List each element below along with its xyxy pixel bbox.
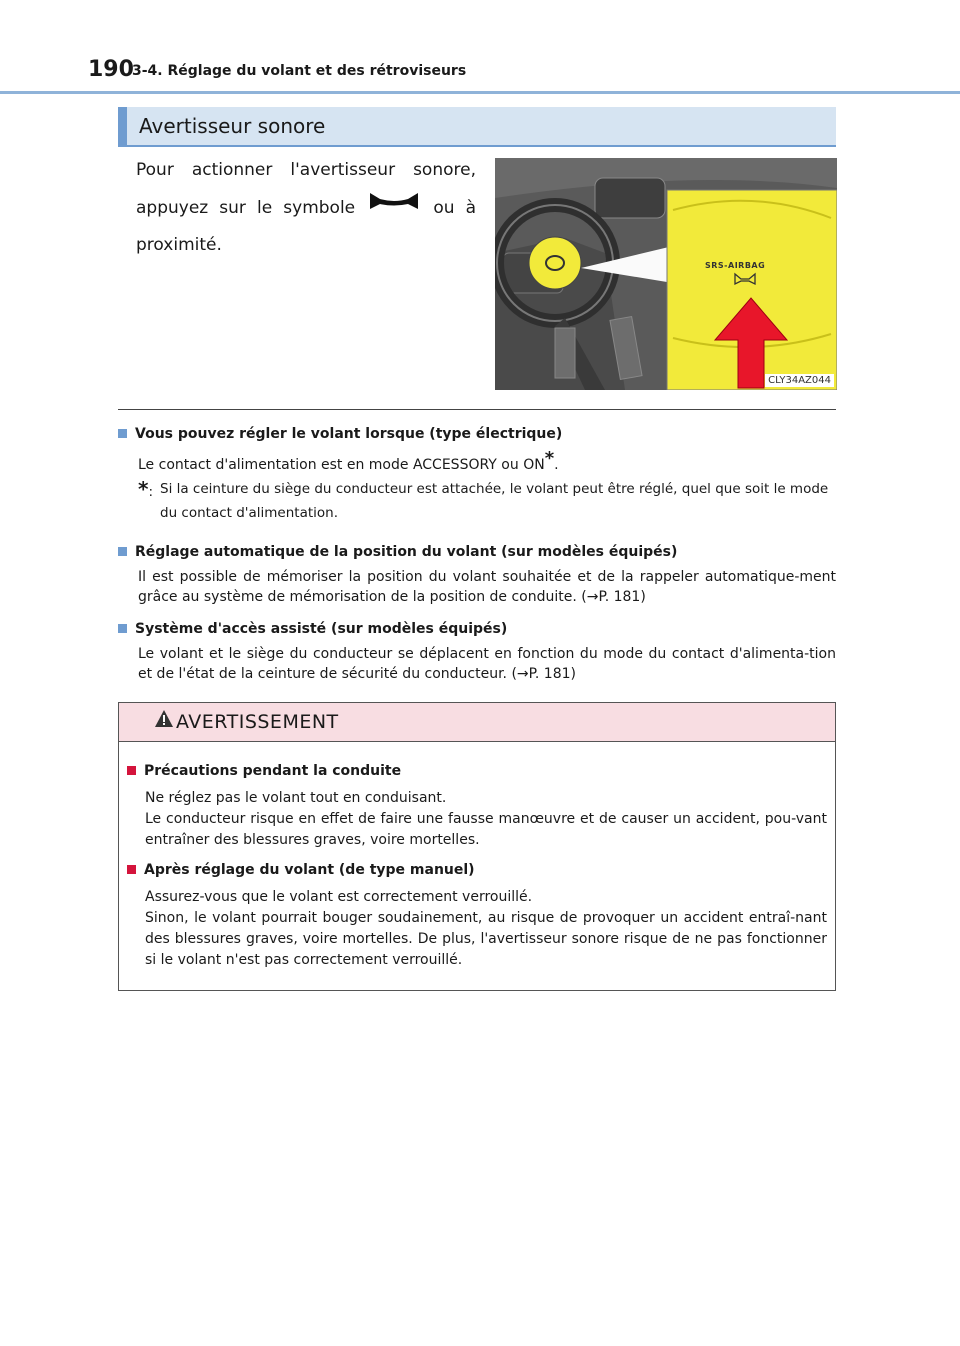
warning-bullet xyxy=(127,865,136,874)
note-title xyxy=(118,542,836,562)
section-rule xyxy=(118,145,836,147)
warning-line: Sinon, le volant pourrait bouger soudainement, au risque de provoquer un accident entraî-nant des blessures graves, voire mortelles. De plus, l'avertisseur sonore risque de ne pas fonctionner si le volant n'est pas correctement verrouillé. xyxy=(145,910,827,968)
intro-text-end: ou à proximité. xyxy=(136,198,477,255)
warning-title: AVERTISSEMENT xyxy=(176,711,339,733)
page-number: 190 xyxy=(88,57,134,82)
section-header xyxy=(118,107,836,145)
warning-item-title xyxy=(127,761,827,782)
intro-paragraph xyxy=(136,152,476,264)
footnote xyxy=(138,477,836,525)
warning-line: Le conducteur risque en effet de faire une fausse manœuvre et de causer un accident, pou-vant entraîner des blessures graves, voire mortelles. xyxy=(145,811,827,848)
note-title-text: Système d'accès assisté (sur modèles équipés) xyxy=(135,621,508,637)
note-title xyxy=(118,424,836,444)
note-bullet xyxy=(118,624,127,633)
warning-line: Ne réglez pas le volant tout en conduisant. xyxy=(145,790,447,806)
warning-item-manual xyxy=(127,860,827,971)
note-electric-adjust xyxy=(118,424,836,525)
figure-code: CLY34AZ044 xyxy=(765,374,834,387)
header-rule xyxy=(0,91,960,94)
note-bullet xyxy=(118,429,127,438)
note-bullet xyxy=(118,547,127,556)
warning-item-title-text: Précautions pendant la conduite xyxy=(144,763,402,779)
warning-bullet xyxy=(127,766,136,775)
note-easy-access xyxy=(118,619,836,684)
note-auto-position xyxy=(118,542,836,607)
intro-text: Pour actionner l'avertisseur sonore, appuyez sur le symbole xyxy=(136,160,476,218)
note-title-text: Vous pouvez régler le volant lorsque (type électrique) xyxy=(135,426,563,442)
warning-header xyxy=(119,703,835,742)
warning-box xyxy=(118,702,836,991)
warning-item-body xyxy=(145,887,827,971)
warning-triangle-icon xyxy=(155,710,173,731)
note-body-suffix: . xyxy=(554,457,559,473)
note-body: Le volant et le siège du conducteur se déplacent en fonction du mode du contact d'alimenta-tion et de l'état de la ceinture de sécurité du conducteur. (→P. 181) xyxy=(138,646,836,682)
footnote-star: *: xyxy=(138,477,154,501)
section-title: Avertisseur sonore xyxy=(139,114,326,138)
warning-item-driving xyxy=(127,761,827,851)
steering-wheel-illustration xyxy=(495,158,837,390)
divider xyxy=(118,409,836,410)
airbag-label: SRS-AIRBAG xyxy=(705,261,766,270)
horn-icon xyxy=(366,189,422,227)
note-body-text: Le contact d'alimentation est en mode ACCESSORY ou ON xyxy=(138,457,545,473)
note-title-text: Réglage automatique de la position du volant (sur modèles équipés) xyxy=(135,544,678,560)
warning-line: Assurez-vous que le volant est correctement verrouillé. xyxy=(145,889,533,905)
warning-item-body xyxy=(145,788,827,851)
footnote-marker: * xyxy=(544,448,555,469)
note-body xyxy=(138,449,836,475)
footnote-text: Si la ceinture du siège du conducteur est attachée, le volant peut être réglé, quel que soit le mode du contact d'alimentation. xyxy=(160,481,829,521)
running-header: 3-4. Réglage du volant et des rétroviseurs xyxy=(132,63,467,79)
note-title xyxy=(118,619,836,639)
warning-item-title xyxy=(127,860,827,881)
warning-item-title-text: Après réglage du volant (de type manuel) xyxy=(144,862,475,878)
note-body: Il est possible de mémoriser la position du volant souhaitée et de la rappeler automatique-ment grâce au système de mémorisation de la position de conduite. (→P. 181) xyxy=(138,569,836,605)
